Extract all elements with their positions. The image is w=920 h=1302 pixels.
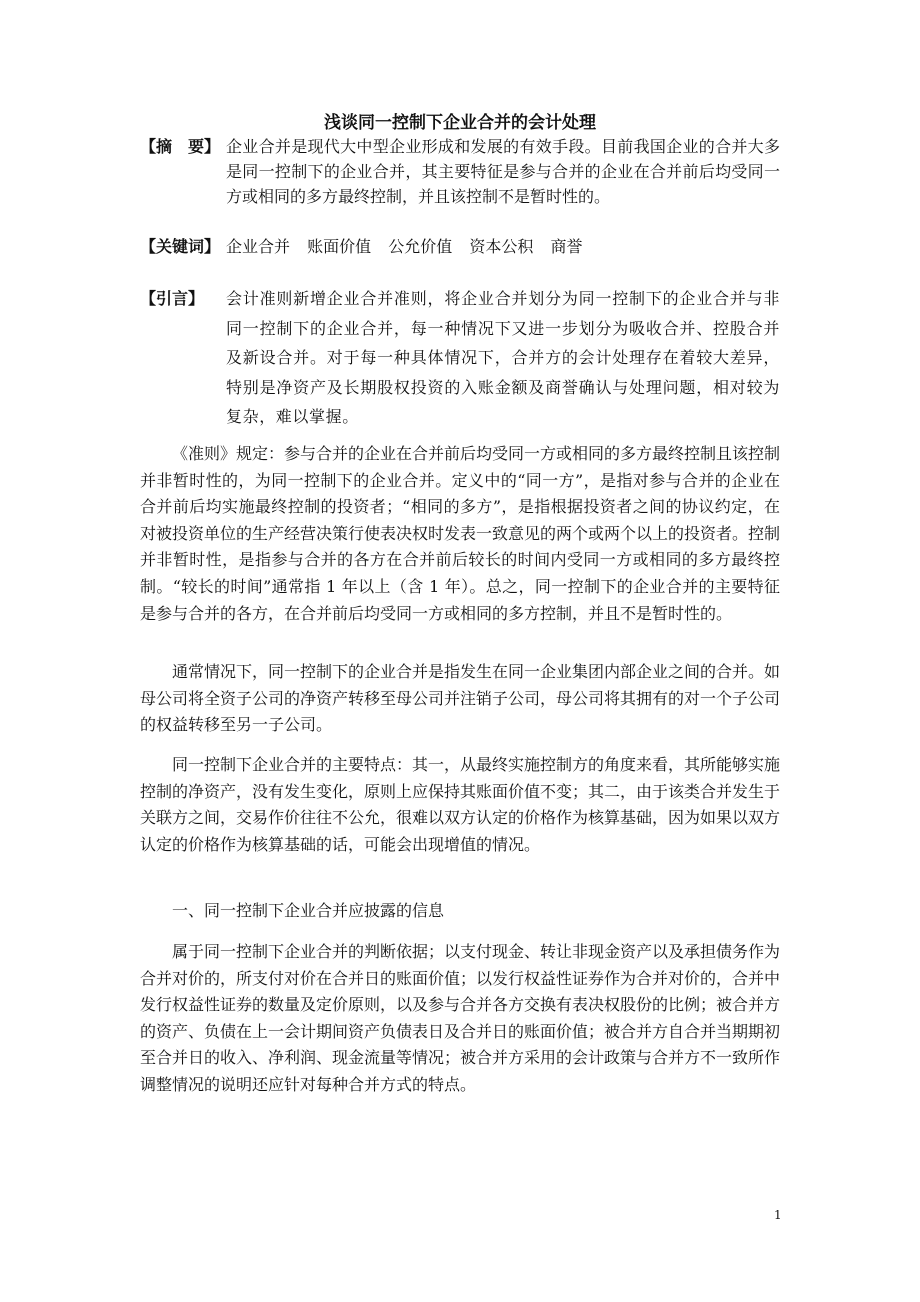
document-title: 浅谈同一控制下企业合并的会计处理 bbox=[324, 113, 596, 133]
page-number: 1 bbox=[774, 1208, 782, 1222]
introduction-section bbox=[140, 284, 780, 432]
keyword: 企业合并 bbox=[226, 237, 291, 256]
section-heading: 一、同一控制下企业合并应披露的信息 bbox=[172, 901, 445, 920]
keyword: 公允价值 bbox=[388, 237, 453, 256]
introduction-label: 【引言】 bbox=[140, 289, 205, 308]
abstract-label: 【摘 要】 bbox=[140, 137, 221, 156]
keywords-label: 【关键词】 bbox=[140, 237, 221, 256]
keywords-section bbox=[140, 234, 780, 259]
keyword: 商誉 bbox=[550, 237, 583, 256]
body-paragraph: 通常情况下，同一控制下的企业合并是指发生在同一企业集团内部企业之间的合并。如母公司将全资子公司的净资产转移至母公司并注销子公司，母公司将其拥有的对一个子公司的权益转移至另一子公司。 bbox=[140, 662, 781, 735]
abstract-section bbox=[140, 134, 780, 209]
introduction-text: 会计准则新增企业合并准则，将企业合并划分为同一控制下的企业合并与非同一控制下的企业合并，每一种情况下又进一步划分为吸收合并、控股合并及新设合并。对于每一种具体情况下，合并方的会计处理存在着较大差异，特别是净资产及长期股权投资的入账金额及商誉确认与处理问题，相对较为复杂，难以掌握。 bbox=[226, 289, 780, 426]
body-paragraph: 同一控制下企业合并的主要特点：其一，从最终实施控制方的角度来看，其所能够实施控制的净资产，没有发生变化，原则上应保持其账面价值不变；其二，由于该类合并发生于关联方之间，交易作价往往不公允，很难以双方认定的价格作为核算基础，因为如果以双方认定的价格作为核算基础的话，可能会出现增值的情况。 bbox=[140, 755, 781, 854]
keywords-list bbox=[226, 234, 780, 259]
body-paragraph: 属于同一控制下企业合并的判断依据；以支付现金、转让非现金资产以及承担债务作为合并对价的，所支付对价在合并日的账面价值；以发行权益性证券作为合并对价的，合并中发行权益性证券的数量及定价原则，以及参与合并各方交换有表决权股份的比例；被合并方的资产、负债在上一会计期间资产负债表日及合并日的账面价值；被合并方自合并当期期初至合并日的收入、净利润、现金流量等情况；被合并方采用的会计政策与合并方不一致所作调整情况的说明还应针对每种合并方式的特点。 bbox=[140, 942, 781, 1094]
keyword: 账面价值 bbox=[307, 237, 372, 256]
keyword: 资本公积 bbox=[469, 237, 534, 256]
abstract-text: 企业合并是现代大中型企业形成和发展的有效手段。目前我国企业的合并大多是同一控制下的企业合并，其主要特征是参与合并的企业在合并前后均受同一方或相同的多方最终控制，并且该控制不是暂时性的。 bbox=[226, 137, 780, 206]
body-paragraph: 《准则》规定：参与合并的企业在合并前后均受同一方或相同的多方最终控制且该控制并非暂时性的，为同一控制下的企业合并。定义中的“同一方”，是指对参与合并的企业在合并前后均实施最终控制的投资者；“相同的多方”，是指根据投资者之间的协议约定，在对被投资单位的生产经营决策行使表决权时发表一致意见的两个或两个以上的投资者。控制并非暂时性，是指参与合并的各方在合并前后较长的时间内受同一方或相同的多方最终控制。“较长的时间”通常指 1 年以上（含 1 年）。总之，同一控制下的企业合并的主要特征是参与合并的各方，在合并前后均受同一方或相同的多方控制，并且不是暂时性的。 bbox=[140, 444, 781, 623]
